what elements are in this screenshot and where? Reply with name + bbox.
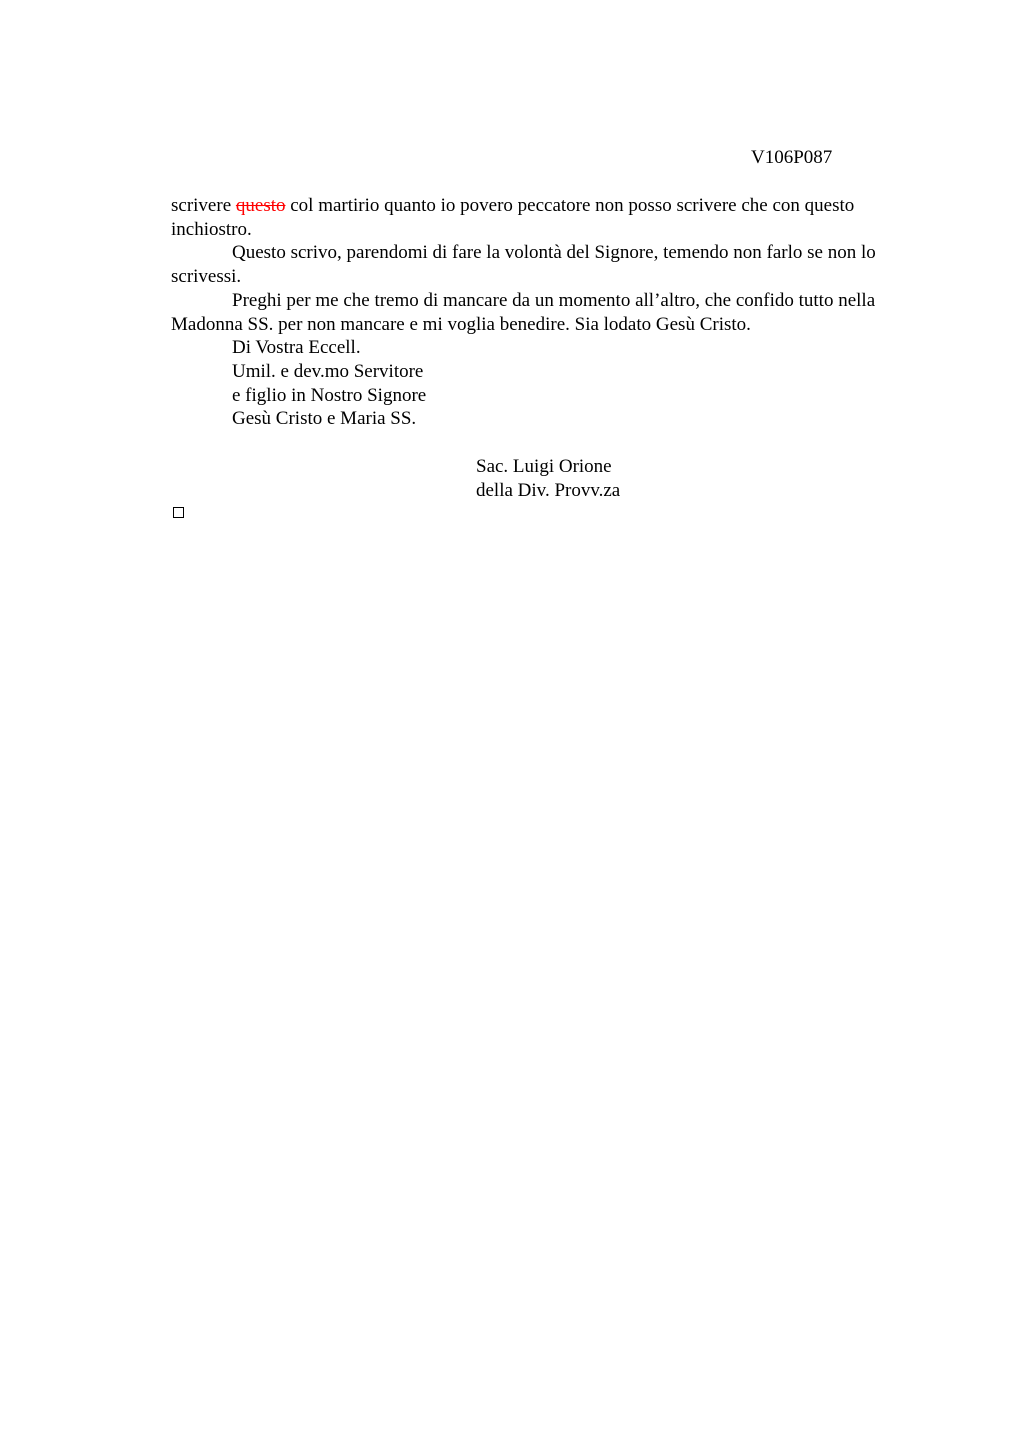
page-id: V106P087 <box>751 147 833 168</box>
paragraph-3: Preghi per me che tremo di mancare da un momento all’altro, che confido tutto nella Madonna SS. per non mancare e mi voglia benedire. Sia lodato Gesù Cristo. <box>171 289 876 335</box>
closing-line-3: e figlio in Nostro Signore <box>232 384 427 406</box>
closing-line-4: Gesù Cristo e Maria SS. <box>232 408 417 430</box>
signature-title: della Div. Provv.za <box>476 479 621 501</box>
letter-body <box>171 194 921 431</box>
closing-line-2: Umil. e dev.mo Servitore <box>232 360 424 382</box>
end-of-text-marker <box>173 507 184 518</box>
signature-name: Sac. Luigi Orione <box>476 456 612 477</box>
deleted-word: questo <box>235 195 286 216</box>
paragraph-1 <box>171 194 921 241</box>
paragraph-1-start: scrivere <box>171 195 236 216</box>
closing-line-1: Di Vostra Eccell. <box>232 337 361 359</box>
paragraph-2: Questo scrivo, parendomi di fare la volontà del Signore, temendo non farlo se non lo scrivessi. <box>171 242 876 288</box>
paragraph-1-rest: col martirio quanto io povero peccatore non posso scrivere che con questo inchiostro. <box>171 195 855 240</box>
signature-block <box>476 455 620 502</box>
